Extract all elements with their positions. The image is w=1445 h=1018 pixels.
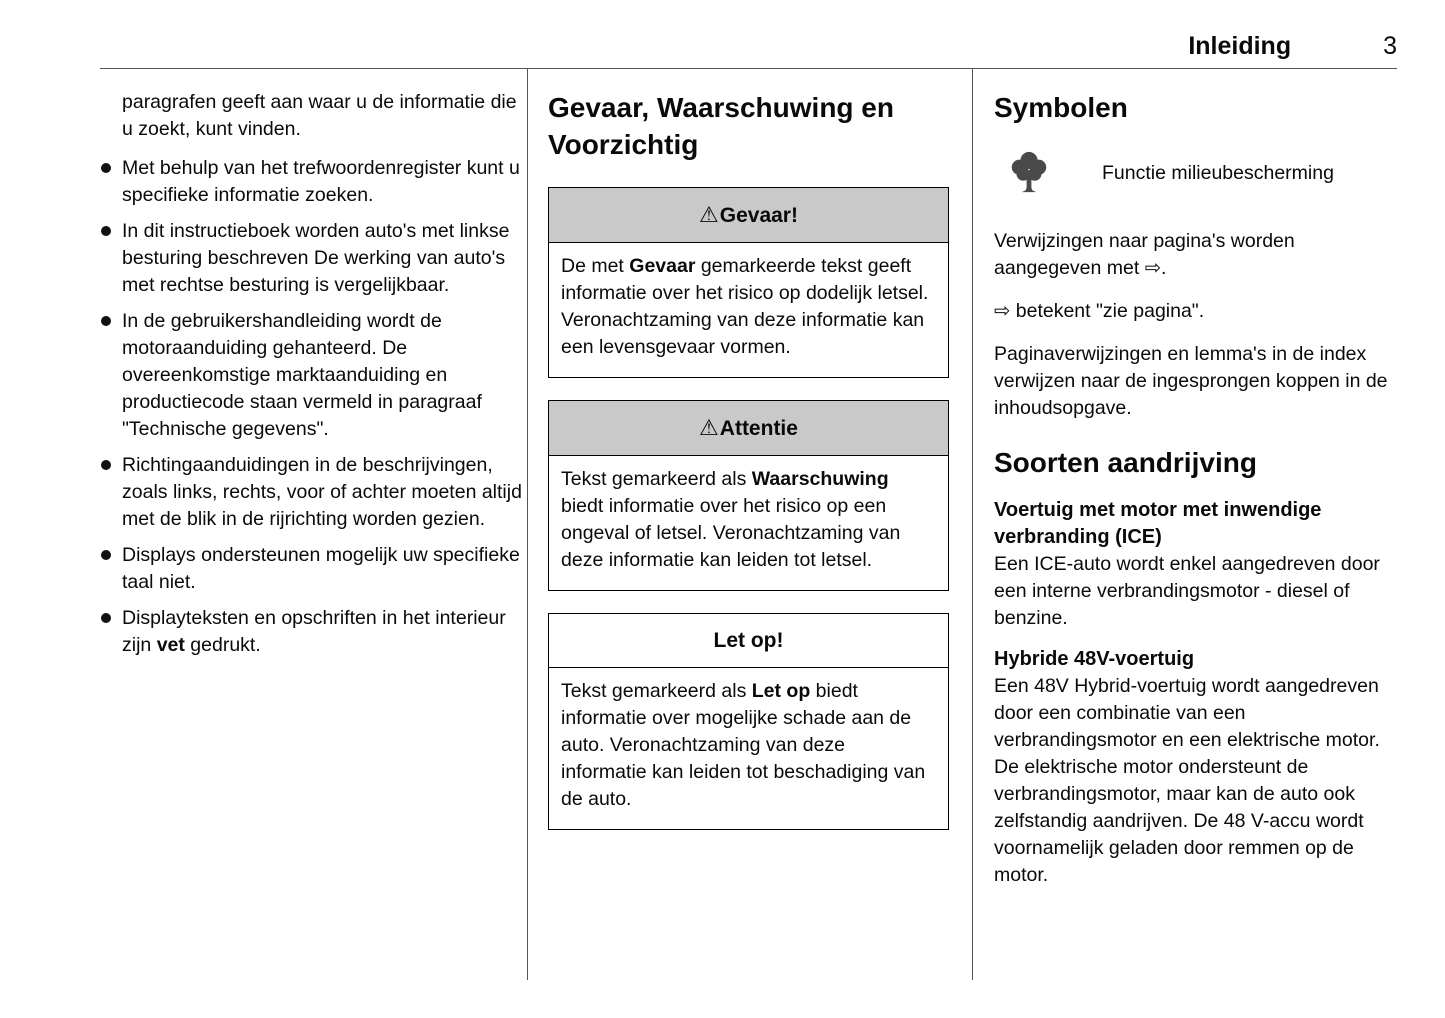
list-item-text: gedrukt. [184,634,261,656]
eco-symbol-row [1006,150,1393,196]
hybrid-paragraph: Een 48V Hybrid-voertuig wordt aangedreven door een combinatie van een verbrandingsmotor en een elektrische motor. De elektrische motor ondersteunt de verbrandingsmotor, maar kan de auto ook zelfstandig aandrijven. De 48 V-accu wordt voornamelijk geladen door remmen op de motor. [994,675,1380,886]
page-ref-paragraph: Verwijzingen naar pagina's worden aangegeven met ⇨. [994,230,1295,279]
ice-paragraph: Een ICE-auto wordt enkel aangedreven door een interne verbrandingsmotor - diesel of benzine. [994,553,1380,629]
caution-box [548,613,949,830]
caution-box-title [549,614,948,668]
eco-icon-label: Functie milieubescherming [1102,161,1334,184]
danger-body-text: De met [561,255,630,277]
middle-column [527,69,972,980]
page-title: Inleiding [1188,32,1292,60]
ice-heading: Voertuig met motor met inwendige verbranding (ICE) [994,499,1322,548]
danger-box-title-text: Gevaar! [719,204,798,227]
arrow-meaning-paragraph: ⇨ betekent "zie pagina". [994,300,1205,322]
tree-icon [1006,150,1052,196]
index-paragraph: Paginaverwijzingen en lemma's in de index verwijzen naar de ingesprongen koppen in de inhoudsopgave. [994,343,1388,419]
warning-body-bold: Waarschuwing [751,468,889,490]
list-item-text: Displays ondersteunen mogelijk uw specifieke taal niet. [122,544,520,593]
caution-body-bold: Let op [751,680,811,702]
danger-body-text: gemarkeerde tekst geeft informatie over het risico op dodelijk letsel. Veronachtzaming van deze informatie kan een levensgevaar vormen. [561,255,929,358]
list-item [100,308,527,443]
warning-body-text: biedt informatie over het risico op een ongeval of letsel. Veronachtzaming van deze informatie kan leiden tot letsel. [561,495,901,571]
list-item [100,452,527,533]
list-item-text: In dit instructieboek worden auto's met linkse besturing beschreven De werking van auto's met rechtse besturing is vergelijkbaar. [122,220,510,296]
caution-box-body [549,668,948,829]
section-heading-drivetrain: Soorten aandrijving [994,447,1257,478]
list-item [100,218,527,299]
warning-box-body [549,456,948,590]
warning-body-text: Tekst gemarkeerd als [561,468,752,490]
list-item-bold: vet [156,634,185,656]
hybrid-heading: Hybride 48V-voertuig [994,648,1195,670]
intro-paragraph: paragrafen geeft aan waar u de informatie die u zoekt, kunt vinden. [122,91,517,140]
warning-triangle-icon: ⚠ [699,415,719,440]
danger-box-title [549,188,948,243]
section-heading-warnings: Gevaar, Waarschuwing en Voorzichtig [548,92,894,160]
list-item-text: Displayteksten en opschriften in het interieur zijn [122,607,506,656]
warning-box-title-text: Attentie [719,417,798,440]
left-column [100,69,527,980]
caution-box-title-text: Let op! [713,629,784,652]
bullet-list [100,155,527,659]
caution-body-text: Tekst gemarkeerd als [561,680,752,702]
list-item [100,542,527,596]
caution-body-text: biedt informatie over mogelijke schade aan de auto. Veronachtzaming van deze informatie kan leiden tot beschadiging van de auto. [561,680,926,810]
content-columns [100,69,1397,980]
danger-box-body [549,243,948,377]
danger-body-bold: Gevaar [629,255,696,277]
section-heading-symbols: Symbolen [994,92,1128,123]
right-column [972,69,1397,980]
list-item-text: Met behulp van het trefwoordenregister kunt u specifieke informatie zoeken. [122,157,520,206]
page-header [100,0,1397,69]
list-item [100,605,527,659]
list-item [100,155,527,209]
page-number: 3 [1383,32,1397,60]
danger-box [548,187,949,378]
list-item-text: In de gebruikershandleiding wordt de motoraanduiding gehanteerd. De overeenkomstige marktaanduiding en productiecode staan vermeld in paragraaf "Technische gegevens". [122,310,482,440]
warning-box [548,400,949,591]
warning-box-title [549,401,948,456]
warning-triangle-icon: ⚠ [699,202,719,227]
list-item-text: Richtingaanduidingen in de beschrijvingen, zoals links, rechts, voor of achter moeten altijd met de blik in de rijrichting worden gezien. [122,454,522,530]
